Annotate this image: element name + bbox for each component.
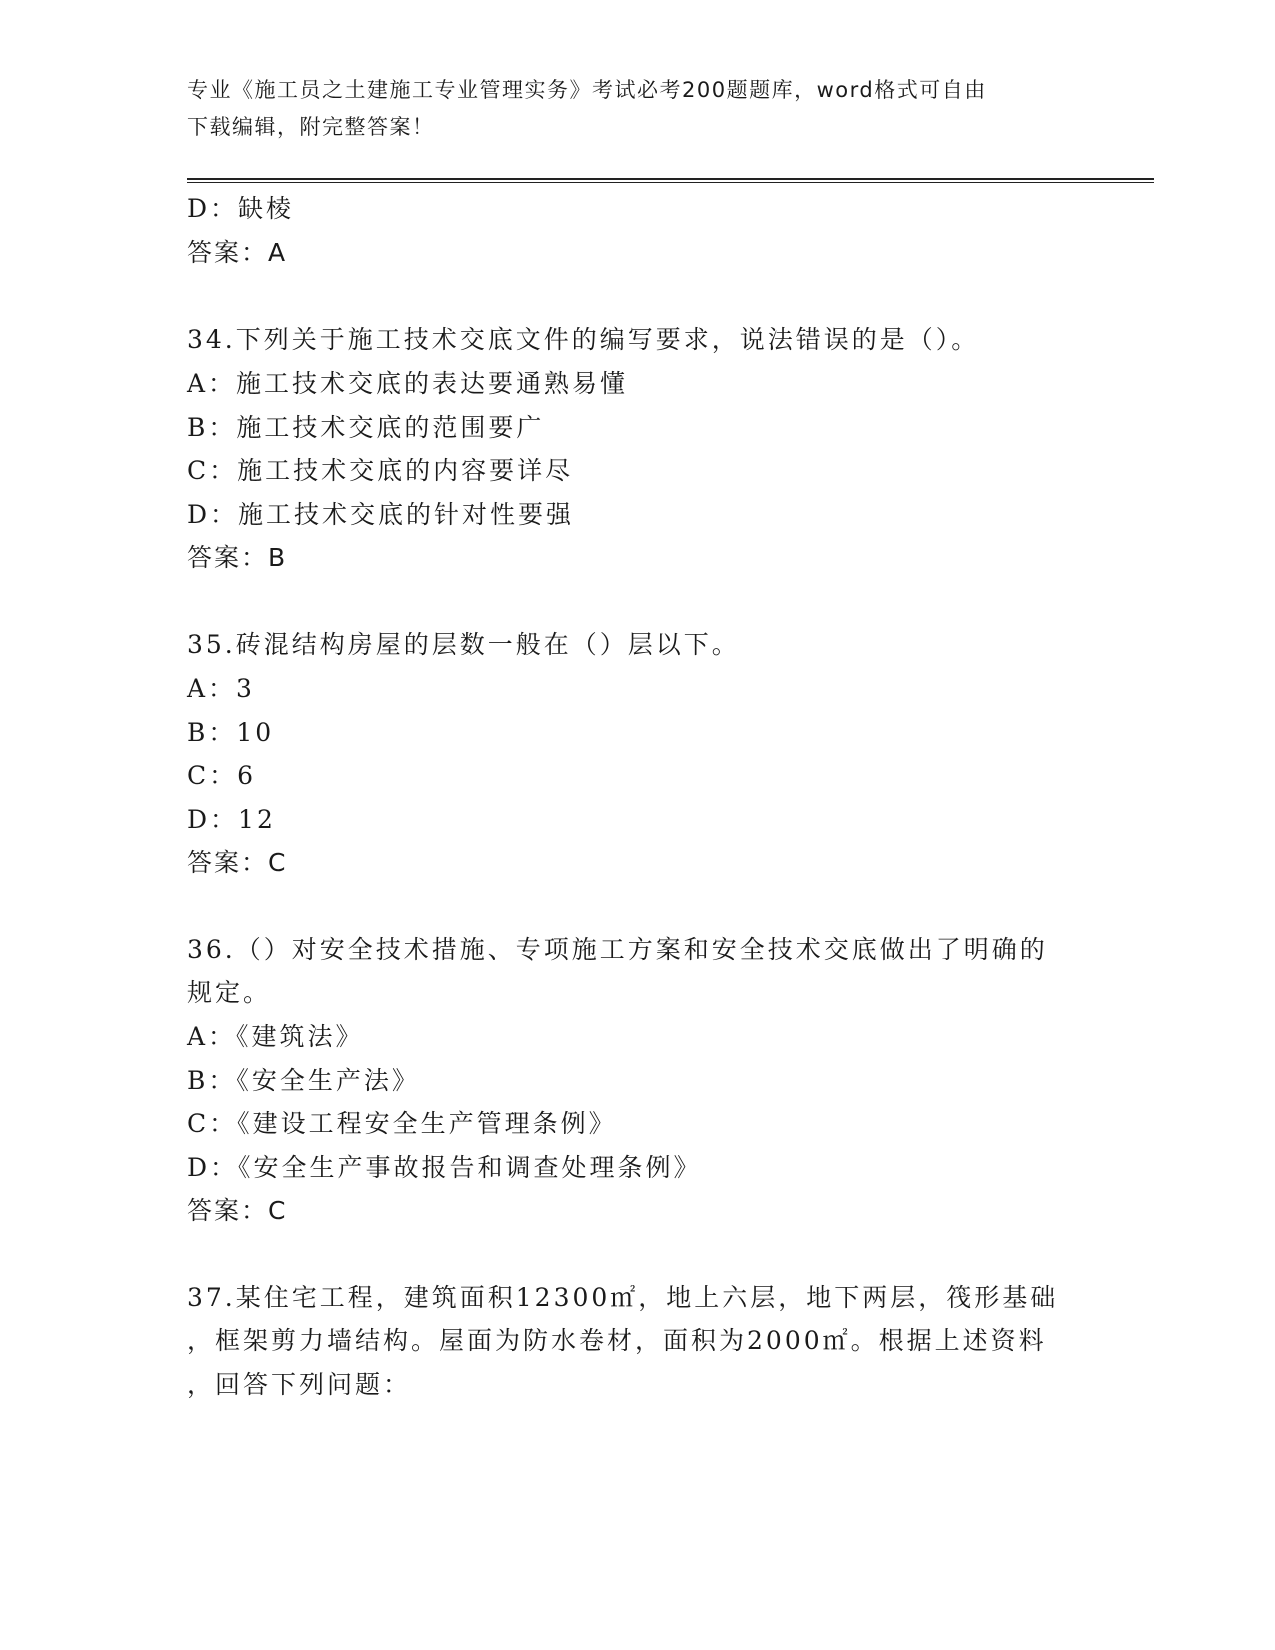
- q37-stem-line-3: ，回答下列问题：: [187, 1370, 412, 1399]
- header-rule-thick: [187, 178, 1154, 180]
- header-line-2: 下载编辑，附完整答案！: [187, 115, 435, 139]
- q37-stem-line-2: ，框架剪力墙结构。屋面为防水卷材，面积为2000㎡。根据上述资料: [187, 1326, 1047, 1355]
- q36-option-b: B：《安全生产法》: [187, 1066, 420, 1095]
- header-rule-thin: [187, 182, 1154, 183]
- q34-option-d: D：施工技术交底的针对性要强: [187, 500, 575, 529]
- document-header: [187, 72, 1067, 146]
- q34-option-a: A：施工技术交底的表达要通熟易懂: [187, 369, 629, 398]
- q34-option-b: B：施工技术交底的范围要广: [187, 413, 545, 442]
- q36-stem-line-2: 规定。: [187, 978, 272, 1007]
- q34-answer: 答案：B: [187, 543, 288, 572]
- q35-option-a: A：3: [187, 674, 255, 703]
- q35-option-c: C：6: [187, 761, 257, 790]
- q37-stem-line-1: 37.某住宅工程，建筑面积12300㎡，地上六层，地下两层，筏形基础: [187, 1283, 1059, 1312]
- q34-option-c: C：施工技术交底的内容要详尽: [187, 456, 574, 485]
- q36-option-c: C：《建设工程安全生产管理条例》: [187, 1109, 617, 1138]
- prev-option-d: D：缺棱: [187, 194, 295, 223]
- prev-answer: 答案：A: [187, 238, 288, 267]
- q35-option-d: D：12: [187, 805, 276, 834]
- q35-answer: 答案：C: [187, 848, 288, 877]
- q36-option-a: A：《建筑法》: [187, 1022, 364, 1051]
- q35-stem: 35.砖混结构房屋的层数一般在（）层以下。: [187, 630, 740, 659]
- q36-option-d: D：《安全生产事故报告和调查处理条例》: [187, 1153, 702, 1182]
- q36-stem-line-1: 36.（）对安全技术措施、专项施工方案和安全技术交底做出了明确的: [187, 935, 1048, 964]
- header-line-1: 专业《施工员之土建施工专业管理实务》考试必考200题题库，word格式可自由: [187, 78, 987, 102]
- q35-option-b: B：10: [187, 718, 275, 747]
- q34-stem: 34.下列关于施工技术交底文件的编写要求，说法错误的是（）。: [187, 325, 980, 354]
- q36-answer: 答案：C: [187, 1196, 288, 1225]
